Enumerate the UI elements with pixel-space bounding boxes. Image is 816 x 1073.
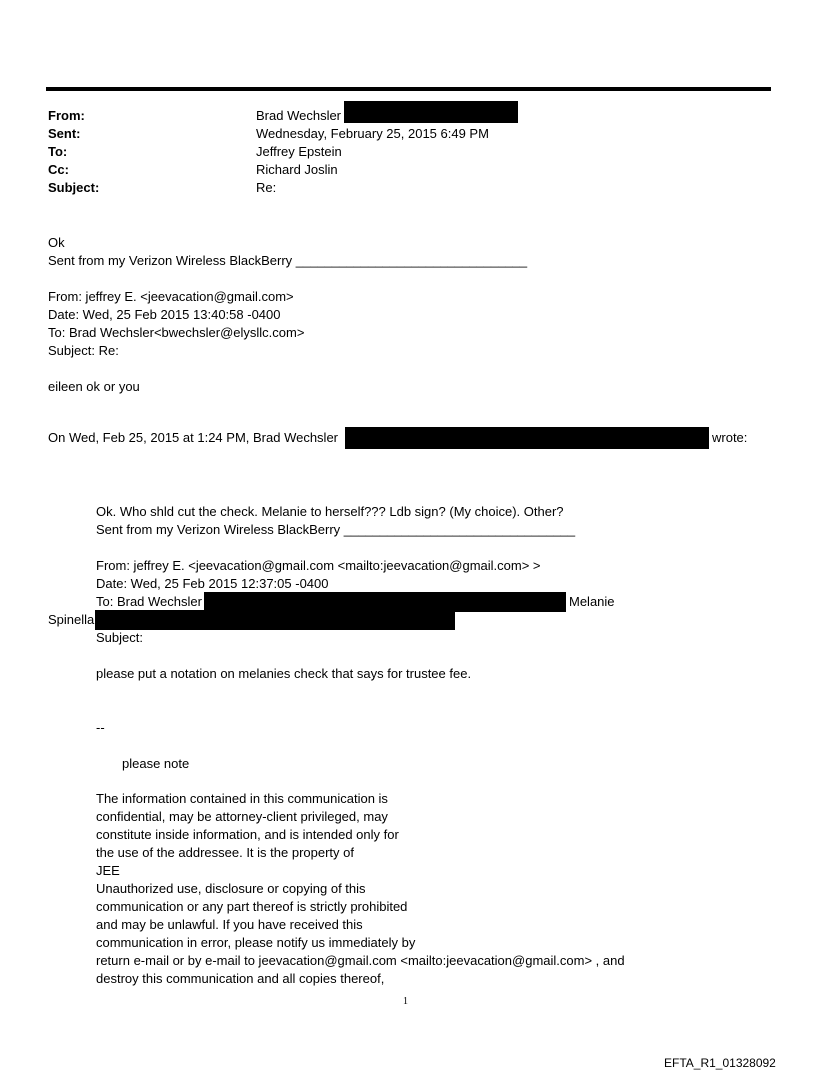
to-value: Jeffrey Epstein (256, 144, 342, 159)
disclaimer-line: confidential, may be attorney-client privileged, may (96, 809, 388, 824)
quoted-to: To: Brad Wechsler<bwechsler@elysllc.com> (48, 325, 305, 340)
redaction-bar (204, 592, 566, 612)
quoted-date: Date: Wed, 25 Feb 2015 12:37:05 -0400 (96, 576, 329, 591)
signature-line: Sent from my Verizon Wireless BlackBerry ________________________________ (96, 522, 576, 537)
quoted-body: Ok. Who shld cut the check. Melanie to herself??? Ldb sign? (My choice). Other? (96, 504, 564, 519)
disclaimer-line: communication or any part thereof is strictly prohibited (96, 899, 408, 914)
quoted-body: please put a notation on melanies check that says for trustee fee. (96, 666, 472, 681)
subject-label: Subject: (48, 180, 100, 195)
subject-value: Re: (256, 180, 277, 195)
disclaimer-line: JEE (96, 863, 120, 878)
from-value: Brad Wechsler (256, 108, 342, 123)
disclaimer-line: Unauthorized use, disclosure or copying of this (96, 881, 366, 896)
disclaimer-line: communication in error, please notify us immediately by (96, 935, 416, 950)
quoted-to-recipient: Melanie (569, 594, 615, 609)
quoted-to-recipient-surname: Spinella (48, 612, 95, 627)
document-id: EFTA_R1_01328092 (664, 1056, 776, 1070)
quoted-to: To: Brad Wechsler (96, 594, 202, 609)
cc-value: Richard Joslin (256, 162, 338, 177)
quoted-date: Date: Wed, 25 Feb 2015 13:40:58 -0400 (48, 307, 281, 322)
from-label: From: (48, 108, 85, 123)
please-note: please note (122, 756, 190, 771)
disclaimer-line: the use of the addressee. It is the property of (96, 845, 354, 860)
header-divider (46, 87, 771, 91)
reply-text: Ok (48, 235, 65, 250)
disclaimer-line: The information contained in this communication is (96, 791, 388, 806)
to-label: To: (48, 144, 68, 159)
disclaimer-line: return e-mail or by e-mail to jeevacation@gmail.com <mailto:jeevacation@gmail.com> , and (96, 953, 625, 968)
quoted-from: From: jeffrey E. <jeevacation@gmail.com <mailto:jeevacation@gmail.com> > (96, 558, 541, 573)
sent-label: Sent: (48, 126, 81, 141)
redaction-bar (345, 427, 709, 449)
attribution-suffix: wrote: (712, 430, 748, 445)
page-number: 1 (403, 996, 408, 1007)
quoted-subject: Subject: Re: (48, 343, 119, 358)
disclaimer-line: destroy this communication and all copies thereof, (96, 971, 385, 986)
quoted-subject: Subject: (96, 630, 143, 645)
quoted-from: From: jeffrey E. <jeevacation@gmail.com> (48, 289, 294, 304)
cc-label: Cc: (48, 162, 69, 177)
disclaimer-line: constitute inside information, and is intended only for (96, 827, 399, 842)
redaction-bar (344, 101, 518, 123)
signature-line: Sent from my Verizon Wireless BlackBerry ________________________________ (48, 253, 528, 268)
signature-separator: -- (96, 720, 105, 735)
quoted-body: eileen ok or you (48, 379, 140, 394)
disclaimer-line: and may be unlawful. If you have received this (96, 917, 363, 932)
attribution-prefix: On Wed, Feb 25, 2015 at 1:24 PM, Brad Wechsler (48, 430, 339, 445)
redaction-bar (95, 610, 455, 630)
sent-value: Wednesday, February 25, 2015 6:49 PM (256, 126, 489, 141)
